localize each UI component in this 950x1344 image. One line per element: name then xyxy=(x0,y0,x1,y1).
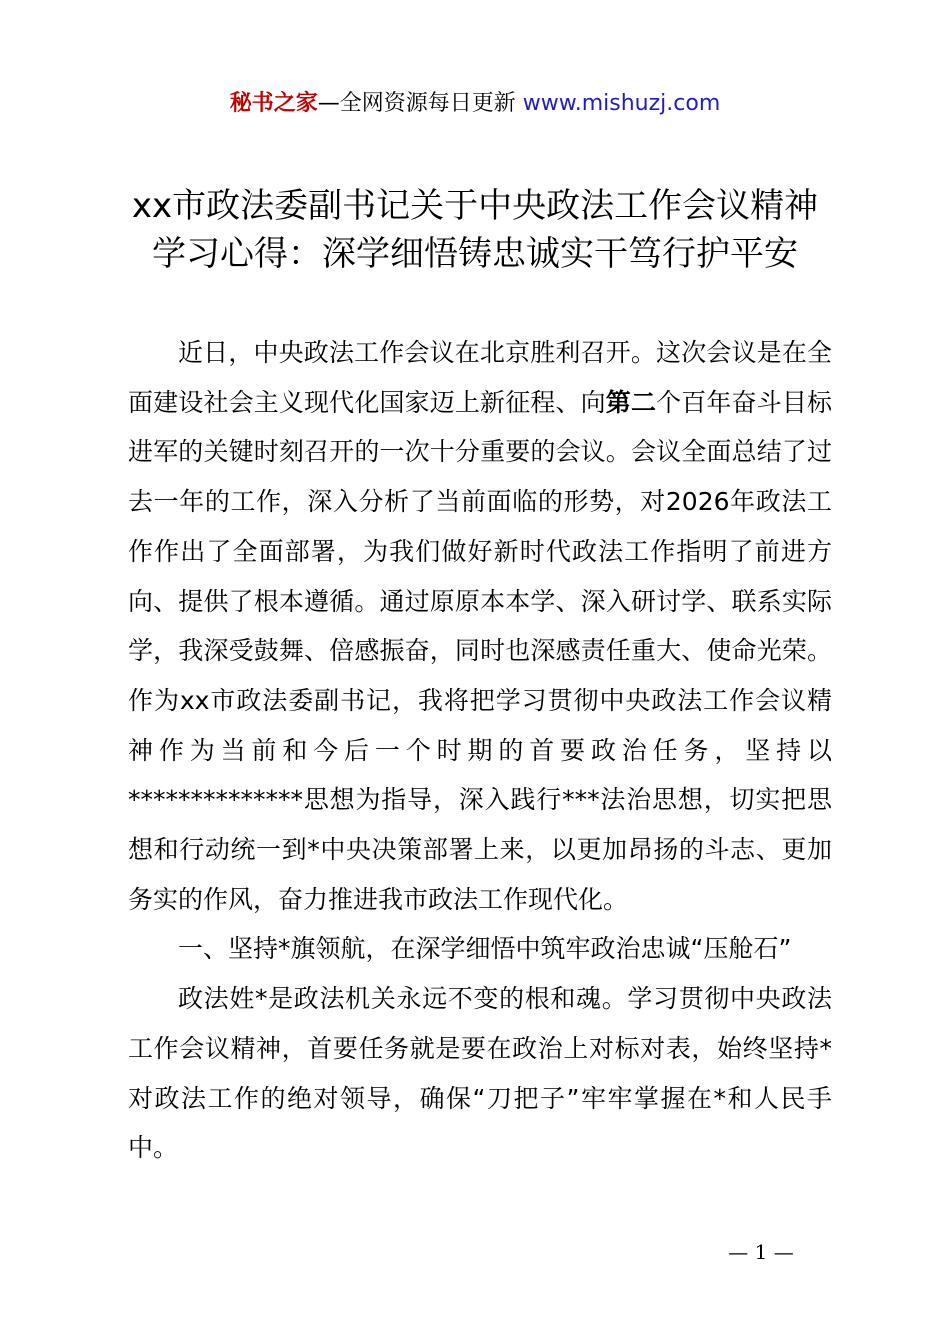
paragraph-intro-text-a: 近日，中央政法工作会议在北京胜利召开。这次会议是在全面建设社会主义现代化国家迈上新征程、向 xyxy=(128,338,832,417)
page-number: — 1 — xyxy=(728,1240,794,1264)
site-url-link[interactable]: www.mishuzj.com xyxy=(522,91,721,116)
paragraph-intro xyxy=(128,328,832,924)
site-tagline: —全网资源每日更新 xyxy=(317,91,523,116)
section-heading-1: 一、坚持*旗领航，在深学细悟中筑牢政治忠诚“压舱石” xyxy=(178,934,792,964)
site-header-banner xyxy=(0,86,950,122)
document-title: xx市政法委副书记关于中央政法工作会议精神学习心得：深学细悟铸忠诚实干笃行护平安 xyxy=(131,186,819,274)
site-brand: 秘书之家 xyxy=(229,91,318,116)
paragraph-intro-text-b: 个百年奋斗目标进军的关键时刻召开的一次十分重要的会议。会议全面总结了过去一年的工作，深入分析了当前面临的形势，对2026年政法工作作出了全面部署，为我们做好新时代政法工作指明了前进方向、提供了根本遵循。通过原原本本学、深入研讨学、联系实际学，我深受鼓舞、倍感振奋，同时也深感责任重大、使命光荣。作为xx市政法委副书记，我将把学习贯彻中央政法工作会议精神作为当前和今后一个时期的首要政治任务，坚持以**************思想为指导，深入践行***法治思想，切实把思想和行动统一到*中央决策部署上来，以更加昂扬的斗志、更加务实的作风，奋力推进我市政法工作现代化。 xyxy=(128,387,832,914)
paragraph-section-1: 政法姓*是政法机关永远不变的根和魂。学习贯彻中央政法工作会议精神，首要任务就是要在政治上对标对表，始终坚持*对政法工作的绝对领导，确保“刀把子”牢牢掌握在*和人民手中。 xyxy=(128,984,832,1163)
document-body xyxy=(128,328,832,1173)
paragraph-intro-bold-text: 第二 xyxy=(605,387,657,417)
